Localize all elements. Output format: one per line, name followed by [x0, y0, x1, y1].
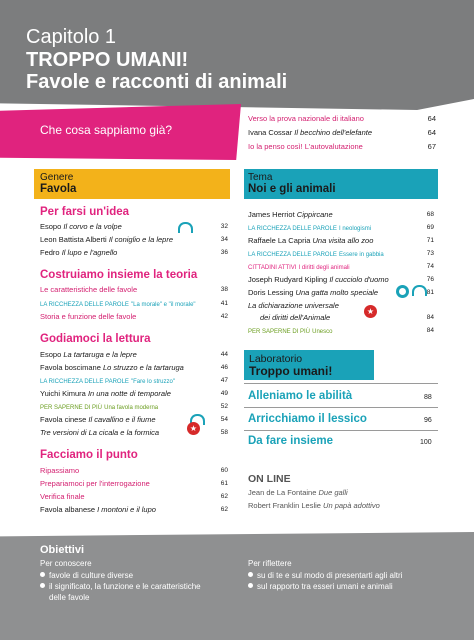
divider: [244, 430, 438, 431]
toc-row[interactable]: PER SAPERNE DI PIÙ Unesco 84: [248, 327, 434, 335]
toc-row[interactable]: Joseph Rudyard Kipling Il cucciolo d'uomo 76: [248, 275, 434, 284]
toc-row[interactable]: La dichiarazione universale: [248, 301, 339, 310]
toc-row[interactable]: Le caratteristiche delle favole 38: [40, 285, 228, 294]
toc-row[interactable]: Favola cinese Il cavallino e il fiume 54: [40, 415, 228, 424]
objectives-right-heading: Per riflettere: [248, 559, 292, 568]
objective-item: il significato, la funzione e le caratteristiche: [40, 582, 201, 591]
chapter-subtitle: Favole e racconti di animali: [26, 71, 288, 93]
toc-row[interactable]: Leon Battista Alberti Il coniglio e la lepre 34: [40, 235, 228, 244]
lab-item-page: 100: [420, 439, 432, 446]
bullet-icon: [40, 583, 45, 588]
toc-row[interactable]: James Herriot Cippircane 68: [248, 210, 434, 219]
toc-row[interactable]: Favola boscimane Lo struzzo e la tartaruga 46: [40, 363, 228, 372]
headphones-icon: [412, 285, 427, 296]
toc-row[interactable]: LA RICCHEZZA DELLE PAROLE "Fare lo struzzo" 47: [40, 377, 228, 385]
online-item[interactable]: Robert Franklin Leslie Un papà adottivo: [248, 501, 380, 510]
lab-item[interactable]: Da fare insieme: [248, 435, 334, 447]
intro-item[interactable]: Verso la prova nazionale di italiano 64: [248, 114, 436, 123]
intro-item[interactable]: Ivana Cossar Il becchino dell'elefante 64: [248, 128, 436, 137]
objective-item: su di te e sul modo di presentarti agli altri: [248, 571, 402, 580]
toc-row[interactable]: dei diritti dell'Animale 84: [260, 313, 434, 322]
toc-row[interactable]: Raffaele La Capria Una visita allo zoo 71: [248, 236, 434, 245]
lab-item[interactable]: Alleniamo le abilità: [248, 390, 353, 402]
toc-row[interactable]: PER SAPERNE DI PIÙ Una favola moderna 52: [40, 403, 228, 411]
toc-row[interactable]: LA RICCHEZZA DELLE PAROLE "La morale" e "il morale" 41: [40, 300, 228, 308]
toc-row[interactable]: Storia e funzione delle favole 42: [40, 312, 228, 321]
section-title: Godiamoci la lettura: [40, 333, 151, 345]
objectives-title: Obiettivi: [40, 544, 85, 556]
divider: [244, 407, 438, 408]
genere-name: Favola: [40, 183, 77, 195]
lab-item[interactable]: Arricchiamo il lessico: [248, 413, 367, 425]
audio-icon: [396, 285, 409, 298]
objective-item: sul rapporto tra esseri umani e animali: [248, 582, 393, 591]
section-title: Facciamo il punto: [40, 449, 138, 461]
toc-row[interactable]: Prepariamoci per l'interrogazione 61: [40, 479, 228, 488]
chapter-title: TROPPO UMANI!: [26, 49, 189, 71]
divider: [244, 383, 438, 384]
toc-row[interactable]: Tre versioni di La cicala e la formica 58: [40, 428, 228, 437]
lab-name: Troppo umani!: [249, 364, 333, 378]
tema-label: Tema: [248, 172, 273, 183]
toc-row[interactable]: Fedro Il lupo e l'agnello 36: [40, 248, 228, 257]
intro-question[interactable]: Che cosa sappiamo già?: [40, 123, 173, 137]
objective-item: delle favole: [49, 593, 90, 602]
objective-item: favole di culture diverse: [40, 571, 133, 580]
lab-label: Laboratorio: [249, 353, 303, 365]
star-icon: ★: [187, 422, 200, 435]
toc-row[interactable]: Esopo Il corvo e la volpe 32: [40, 222, 228, 231]
section-title: Per farsi un'idea: [40, 206, 130, 218]
lab-item-page: 96: [424, 417, 432, 424]
bullet-icon: [248, 583, 253, 588]
chapter-number: Capitolo 1: [26, 26, 117, 48]
toc-row[interactable]: Yuichi Kimura In una notte di temporale 49: [40, 389, 228, 398]
bullet-icon: [248, 572, 253, 577]
toc-row[interactable]: Esopo La tartaruga e la lepre 44: [40, 350, 228, 359]
online-title: ON LINE: [248, 473, 291, 485]
intro-item[interactable]: Io la penso così! L'autovalutazione 67: [248, 142, 436, 151]
toc-row[interactable]: Doris Lessing Una gatta molto speciale 81: [248, 288, 434, 297]
toc-row[interactable]: Verifica finale 62: [40, 492, 228, 501]
online-item[interactable]: Jean de La Fontaine Due galli: [248, 488, 348, 497]
toc-row[interactable]: CITTADINI ATTIVI I diritti degli animali 74: [248, 263, 434, 271]
toc-row[interactable]: LA RICCHEZZA DELLE PAROLE I neologismi 69: [248, 224, 434, 232]
bullet-icon: [40, 572, 45, 577]
tema-name: Noi e gli animali: [248, 183, 336, 195]
section-title: Costruiamo insieme la teoria: [40, 269, 198, 281]
objectives-left-heading: Per conoscere: [40, 559, 92, 568]
toc-row[interactable]: Favola albanese I montoni e il lupo 62: [40, 505, 228, 514]
toc-row[interactable]: LA RICCHEZZA DELLE PAROLE Essere in gabbia 73: [248, 250, 434, 258]
genere-label: Genere: [40, 172, 74, 183]
headphones-icon: [178, 222, 193, 233]
lab-item-page: 88: [424, 394, 432, 401]
toc-row[interactable]: Ripassiamo 60: [40, 466, 228, 475]
star-icon: ★: [364, 305, 377, 318]
